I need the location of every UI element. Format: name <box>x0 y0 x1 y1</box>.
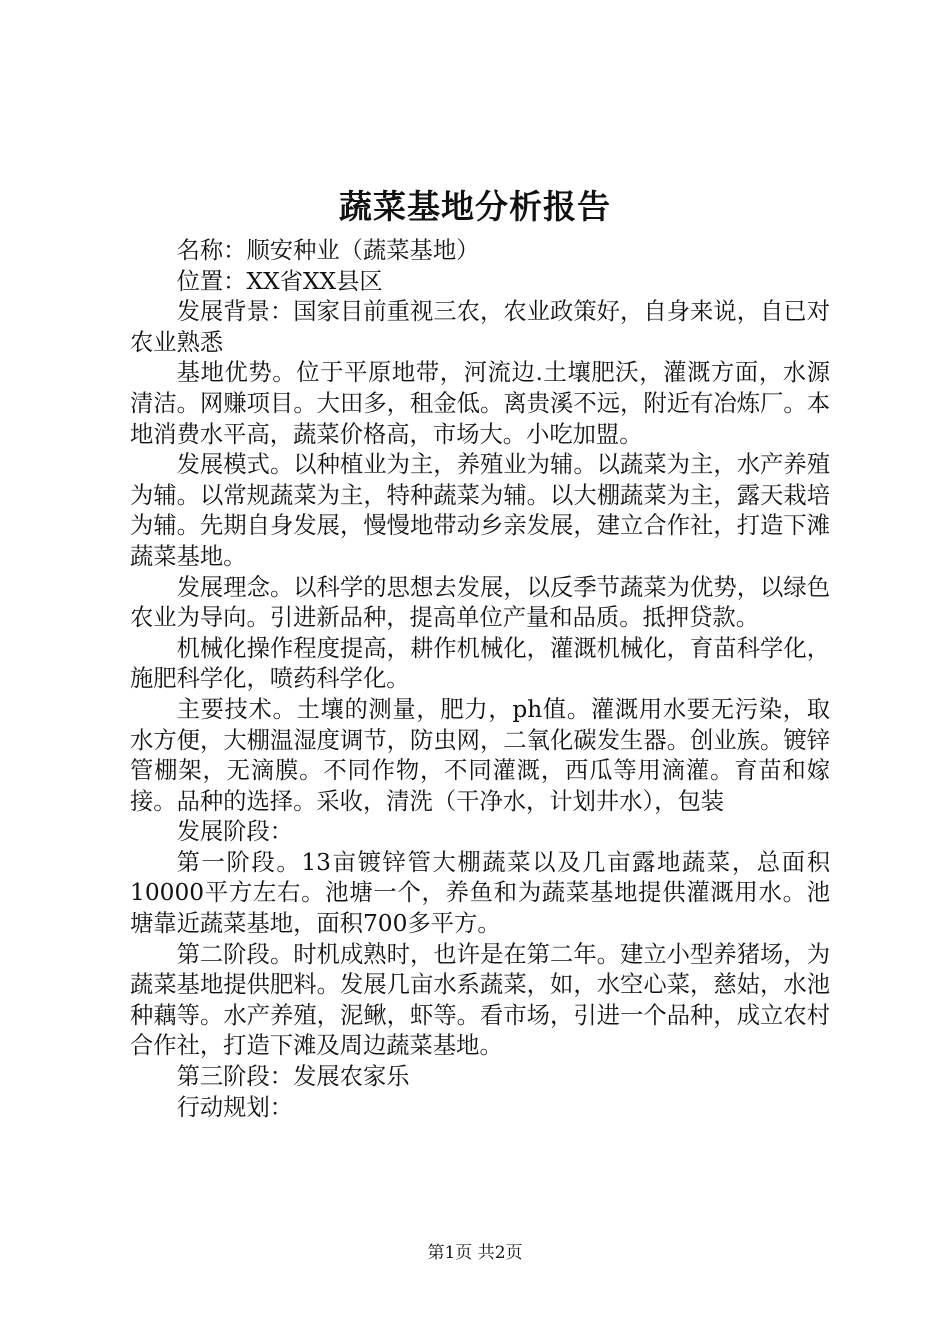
paragraph-stage-three: 第三阶段：发展农家乐 <box>176 1063 410 1091</box>
paragraph-background: 发展背景：国家目前重视三农，农业政策好，自身来说，自已对农业熟悉 <box>130 298 830 356</box>
document-body <box>130 236 830 1123</box>
paragraph-location: 位置：XX省XX县区 <box>176 267 383 295</box>
page-number: 第1页 共2页 <box>427 1243 523 1263</box>
paragraph-advantages: 基地优势。位于平原地带，河流边.土壤肥沃，灌溉方面，水源清洁。网赚项目。大田多，租金低。离贵溪不远，附近有冶炼厂。本地消费水平高，蔬菜价格高，市场大。小吃加盟。 <box>130 359 830 448</box>
paragraph-main-technology: 主要技术。土壤的测量，肥力，ph值。灌溉用水要无污染，取水方便，大棚温湿度调节，防虫网，二氧化碳发生器。创业族。镀锌管棚架，无滴膜。不同作物，不同灌溉，西瓜等用滴灌。育苗和嫁接。品种的选择。采收，清洗（干净水，计划井水），包装 <box>130 695 830 815</box>
paragraph-stage-two: 第二阶段。时机成熟时，也许是在第二年。建立小型养猪场，为蔬菜基地提供肥料。发展几亩水系蔬菜，如，水空心菜，慈姑，水池种藕等。水产养殖，泥鳅，虾等。看市场，引进一个品种，成立农村合作社，打造下滩及周边蔬菜基地。 <box>130 940 830 1060</box>
paragraph-action-plan: 行动规划： <box>176 1093 294 1121</box>
paragraph-development-concept: 发展理念。以科学的思想去发展，以反季节蔬菜为优势，以绿色农业为导向。引进新品种，提高单位产量和品质。抵押贷款。 <box>130 573 830 632</box>
paragraph-mechanization: 机械化操作程度提高，耕作机械化，灌溉机械化，育苗科学化，施肥科学化，喷药科学化。 <box>130 634 830 693</box>
paragraph-stage-one: 第一阶段。13亩镀锌管大棚蔬菜以及几亩露地蔬菜，总面积10000平方左右。池塘一个，养鱼和为蔬菜基地提供灌溉用水。池塘靠近蔬菜基地，面积700多平方。 <box>130 848 830 938</box>
document-title: 蔬菜基地分析报告 <box>339 187 611 226</box>
paragraph-development-model: 发展模式。以种植业为主，养殖业为辅。以蔬菜为主，水产养殖为辅。以常规蔬菜为主，特种蔬菜为辅。以大棚蔬菜为主，露天栽培为辅。先期自身发展，慢慢地带动乡亲发展，建立合作社，打造下滩蔬菜基地。 <box>130 451 830 570</box>
paragraph-name: 名称：顺安种业（蔬菜基地） <box>176 237 480 264</box>
paragraph-development-stages: 发展阶段： <box>176 818 294 846</box>
